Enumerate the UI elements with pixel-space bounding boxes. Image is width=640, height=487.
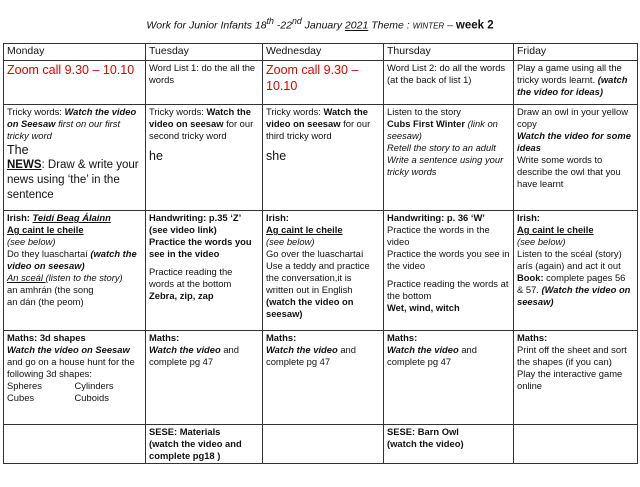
page-title [0, 16, 640, 32]
handwriting-practice: Practice the words you see in the video [149, 236, 252, 259]
maths-video: Watch the video [149, 344, 221, 355]
cell-thu-handwriting [384, 211, 514, 331]
cell-tue-maths [146, 331, 263, 425]
tricky-label: Tricky words: [266, 106, 324, 117]
maths-video: Watch the video [387, 344, 459, 355]
cell-thu-maths [384, 331, 514, 425]
irish-topic: Ag caint le cheile [266, 224, 343, 235]
handwriting-title: Handwriting: p.35 ‘Z’ [149, 212, 242, 223]
cell-wed-sese-empty [263, 425, 384, 464]
story-write: Write a sentence using your tricky words [387, 154, 504, 177]
maths-sort: Print off the sheet and sort the shapes (if you can) [517, 344, 627, 367]
handwriting-title: Handwriting: p. 36 ‘W’ [387, 212, 485, 223]
day-header-tuesday: Tuesday [146, 44, 263, 61]
zoom-call-text: Zoom call 9.30 – 10.10 [266, 63, 359, 93]
irish-video: (watch the video on seesaw) [266, 296, 354, 319]
title-week: week 2 [455, 19, 494, 32]
maths-page: and complete pg 47 [387, 344, 477, 367]
cell-tue-tricky [146, 105, 263, 211]
maths-title: Maths: [149, 332, 180, 343]
flashcards-text: Do they luaschartaí [7, 248, 91, 259]
irish-label: Irish: [517, 212, 540, 223]
irish-label: Irish: [7, 212, 33, 223]
row-tricky-words [4, 105, 638, 211]
title-mid: -22 [273, 19, 292, 32]
tricky-word-she: she [266, 149, 287, 163]
sese-title: SESE: Barn Owl [387, 426, 459, 437]
title-year: 2021 [344, 19, 369, 32]
tricky-desc: first on our first tricky word [7, 118, 121, 141]
title-sup1: th [266, 16, 274, 26]
handwriting-practice-2: Practice the words you see in the video [387, 248, 510, 271]
irish-topic: Ag caint le cheile [7, 224, 84, 235]
shape-cylinders: Cylinders [74, 380, 114, 391]
title-prefix: Work for Junior Infants 18 [146, 19, 267, 32]
story-link: (link on seesaw) [387, 118, 498, 141]
owl-describe: Write some words to describe the owl that you have learnt [517, 154, 621, 189]
owl-draw: Draw an owl in your yellow copy [517, 106, 628, 129]
cell-mon-irish [4, 211, 146, 331]
cell-fri-owl [514, 105, 638, 211]
maths-title: Maths: [517, 332, 548, 343]
flashcards-review: Go over the luaschartaí [266, 248, 364, 259]
cell-fri-sese-empty [514, 425, 638, 464]
day-header-friday: Friday [514, 44, 638, 61]
book-pages: complete pages 56 & 57. [517, 272, 626, 295]
title-month: January [301, 19, 345, 32]
handwriting-link: (see video link) [149, 224, 217, 235]
row-maths [4, 331, 638, 425]
tricky-video: Watch the video on Seesaw [7, 106, 137, 129]
news-label: NEWS [7, 159, 42, 171]
tricky-label: Tricky words: [149, 106, 207, 117]
tricky-video: Watch the video on seesaw [149, 106, 251, 129]
maths-hunt: and go on a house hunt for the following 3d shapes: [7, 356, 135, 379]
flashcards-video: (watch the video on seesaw) [7, 248, 137, 271]
maths-title: Maths: [387, 332, 418, 343]
cell-fri-maths [514, 331, 638, 425]
cell-mon-maths [4, 331, 146, 425]
maths-video: Watch the video [266, 344, 338, 355]
handwriting-words: Wet, wind, witch [387, 302, 460, 313]
cell-mon-tricky [4, 105, 146, 211]
maths-page: and complete pg 47 [149, 344, 239, 367]
cell-thu-story [384, 105, 514, 211]
word-list-2: Word List 2: do all the words (at the back of list 1) [387, 62, 506, 85]
handwriting-practice-1: Practice the words in the video [387, 224, 490, 247]
cell-wed-irish [263, 211, 384, 331]
row-sese [4, 425, 638, 464]
news-desc: : Draw & write your news using ‘the’ in the sentence [7, 159, 139, 201]
maths-video: Watch the video on Seesaw [7, 344, 130, 355]
see-below: (see below) [517, 236, 566, 247]
maths-title: Maths: 3d shapes [7, 332, 86, 343]
sceal-act: Listen to the scéal (story) arís (again) and act it out [517, 248, 622, 271]
handwriting-words: Zebra, zip, zap [149, 290, 214, 301]
shape-cuboids: Cuboids [74, 392, 109, 403]
header-row [4, 44, 638, 61]
title-sup2: nd [291, 16, 302, 26]
cell-tue-handwriting [146, 211, 263, 331]
day-header-thursday: Thursday [384, 44, 514, 61]
cell-wed-tricky [263, 105, 384, 211]
tricky-desc: for our second tricky word [149, 118, 254, 141]
see-below: (see below) [7, 236, 56, 247]
amhran-text: an amhrán (the song [7, 284, 94, 295]
cell-wed-zoom [263, 61, 384, 105]
dan-text: an dán (the peom) [7, 296, 84, 307]
zoom-call-text: Zoom call 9.30 – 10.10 [7, 63, 135, 77]
cell-thu-wordlist [384, 61, 514, 105]
shape-spheres: Spheres [7, 380, 42, 391]
sceal-label: An sceál [7, 272, 46, 283]
cell-mon-sese-empty [4, 425, 146, 464]
word-list-1: Word List 1: do the all the words [149, 62, 256, 85]
row-zoom-wordlists [4, 61, 638, 105]
title-dash: – [444, 19, 456, 32]
irish-topic: Ag caint le cheile [517, 224, 594, 235]
teddy-practice: Use a teddy and practice the conversation,it is written out in English [266, 260, 370, 295]
day-header-monday: Monday [4, 44, 146, 61]
tricky-video: Watch the video on seesaw [266, 106, 368, 129]
sceal-desc: (listen to the story) [45, 272, 123, 283]
irish-story-title: Teidí Beag Álainn [32, 212, 111, 223]
row-irish-handwriting [4, 211, 638, 331]
handwriting-reading: Practice reading the words at the bottom [387, 278, 509, 301]
sese-desc: (watch the video) [387, 438, 464, 449]
cell-tue-wordlist [146, 61, 263, 105]
tricky-desc: for our third tricky word [266, 118, 371, 141]
irish-label: Irish: [266, 212, 289, 223]
sese-title: SESE: Materials [149, 426, 221, 437]
shape-cubes: Cubes [7, 392, 35, 403]
book-video: (Watch the video on seesaw) [517, 284, 631, 307]
handwriting-reading: Practice reading the words at the bottom [149, 266, 233, 289]
cell-thu-sese [384, 425, 514, 464]
story-listen: Listen to the story [387, 106, 461, 117]
story-retell: Retell the story to an adult [387, 142, 496, 153]
book-label: Book: [517, 272, 547, 283]
cell-wed-maths [263, 331, 384, 425]
tricky-word-the: The [7, 143, 29, 157]
tricky-word-he: he [149, 149, 163, 163]
maths-game: Play the interactive game online [517, 368, 623, 391]
game-text: Play a game using all the tricky words learnt. [517, 62, 622, 85]
cell-fri-game [514, 61, 638, 105]
cell-tue-sese [146, 425, 263, 464]
story-title: Cubs First Winter [387, 118, 466, 129]
day-header-wednesday: Wednesday [263, 44, 384, 61]
see-below: (see below) [266, 236, 315, 247]
game-video-note: (watch the video for ideas) [517, 74, 628, 97]
title-theme-label: Theme : [368, 19, 413, 32]
sese-desc: (watch the video and complete pg18 ) [149, 438, 242, 461]
title-theme: WINTER [412, 21, 445, 31]
cell-fri-irish [514, 211, 638, 331]
weekly-plan-table [3, 43, 638, 464]
cell-mon-zoom [4, 61, 146, 105]
maths-title: Maths: [266, 332, 297, 343]
owl-video: Watch the video for some ideas [517, 130, 631, 153]
tricky-label: Tricky words: [7, 106, 65, 117]
maths-page: and complete pg 47 [266, 344, 356, 367]
